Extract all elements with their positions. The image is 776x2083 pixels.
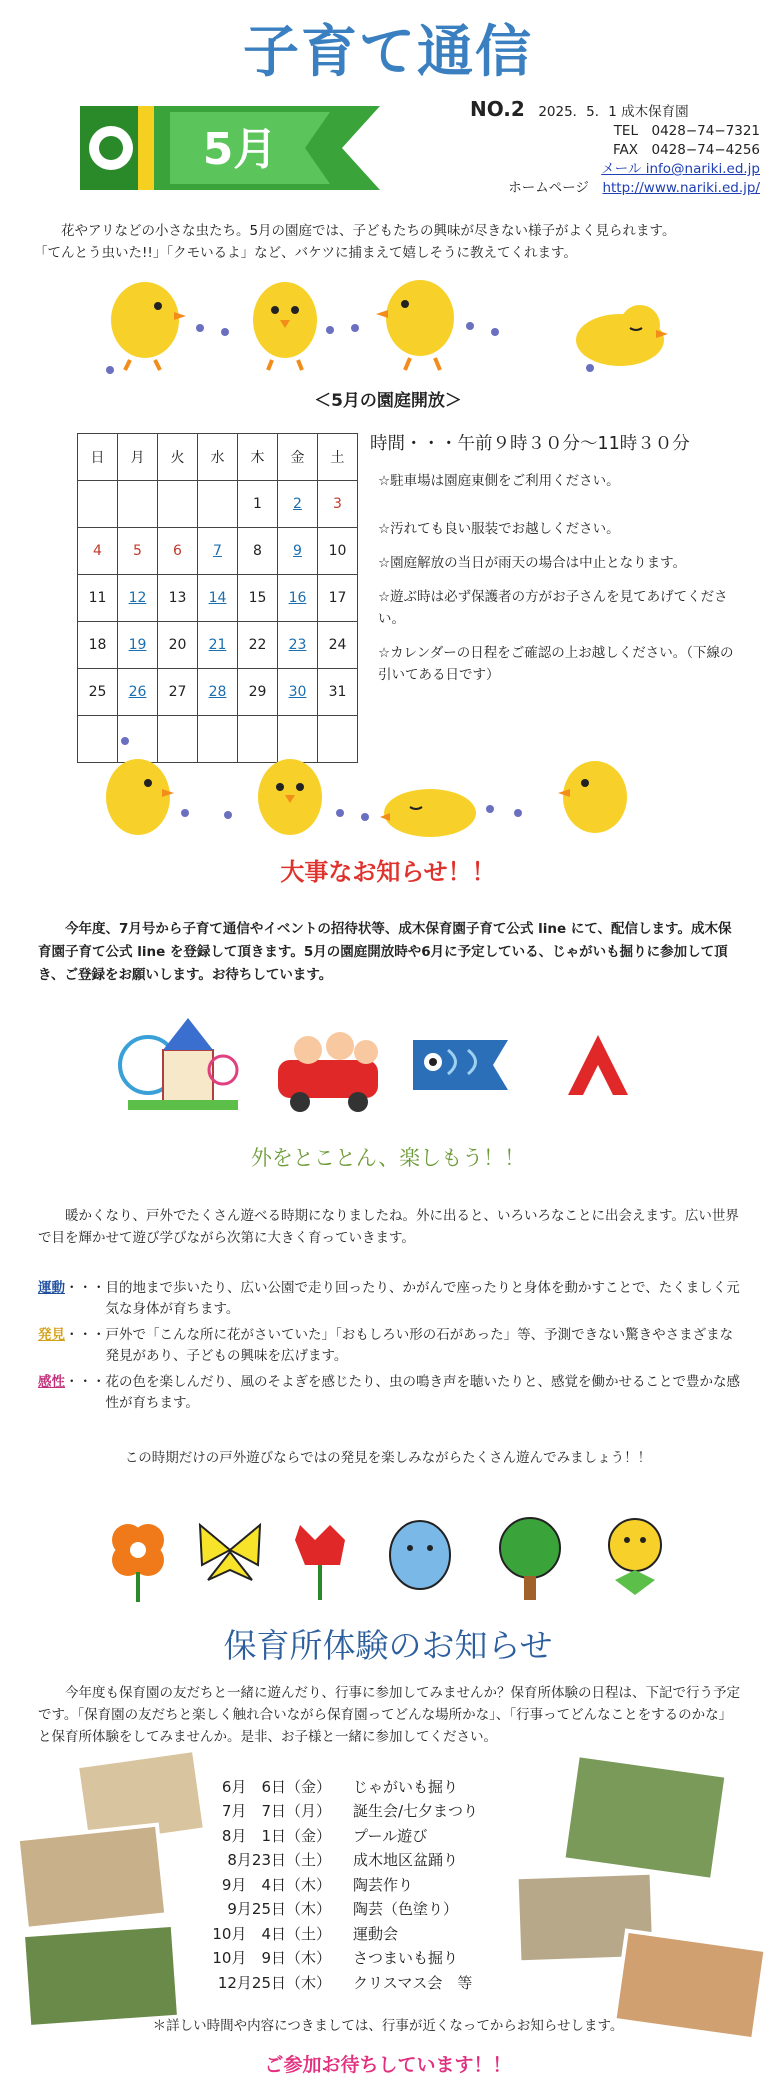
schedule-date: 8月 1日（金）: [221, 1826, 331, 1845]
garden-open-calendar: [77, 433, 358, 763]
calendar-day: 12: [118, 575, 158, 622]
intro-text: 花やアリなどの小さな虫たち。5月の園庭では、子どもたちの興味が尽きない様子がよく見られます。 「てんとう虫いた!!」「クモいるよ」など、バケツに捕まえて嬉しそうに教えてくれます。: [34, 223, 676, 261]
calendar-day: 15: [238, 575, 278, 622]
chick-icon: [253, 282, 317, 370]
weekday-header: 土: [318, 434, 358, 481]
bird-icon: [390, 1521, 450, 1589]
calendar-title: ＜5月の園庭開放＞: [314, 391, 462, 411]
experience-body: 今年度も保育園の友だちと一緒に遊んだり、行事に参加してみませんか？保育所体験の日程は、下記で行う予定です。「保育園の友だちと楽しく触れ合いながら保育園ってどんな場所かな」、「行事ってどんなことをするのかな」と保育所体験をしてみませんか。是非、お子様と一緒に参加してください。: [38, 1685, 740, 1745]
note-clothes: ☆汚れても良い服装でお越しください。: [378, 521, 620, 537]
schedule-row: [196, 1848, 478, 1873]
calendar-day: [158, 481, 198, 528]
chick-icon: [258, 759, 322, 835]
schedule-row: [196, 1823, 478, 1848]
schedule-row: [196, 1897, 478, 1922]
note-calendar: ☆カレンダーの日程をご確認の上お越しください。（下線の引いてある日です）: [378, 645, 734, 683]
calendar-day: 20: [158, 622, 198, 669]
schedule-date: 7月 7日（月）: [221, 1802, 331, 1821]
schedule-event: 誕生会/七夕まつり: [353, 1802, 479, 1821]
calendar-day: 3: [318, 481, 358, 528]
experience-footnote: ＊詳しい時間や内容につきましては、行事が近くなってからお知らせします。: [152, 2018, 624, 2034]
butterfly-icon: [200, 1525, 260, 1580]
benefit-exercise: 運動 ・・・ 目的地まで歩いたり、広い公園で走り回ったり、かがんで座ったりと身体を動かすことで、たくましく元気な身体が育ちます。: [38, 1280, 740, 1317]
chick-illustration-row: [100, 270, 680, 380]
calendar-day: 28: [198, 669, 238, 716]
koinobori-icon: [413, 1040, 508, 1090]
calendar-day: 11: [78, 575, 118, 622]
calendar-day: 13: [158, 575, 198, 622]
schedule-event: 陶芸作り: [353, 1875, 414, 1894]
schedule-date: 6月 6日（金）: [221, 1777, 331, 1796]
calendar-day: 22: [238, 622, 278, 669]
schedule-row: [196, 1970, 478, 1995]
calendar-day: 6: [158, 528, 198, 575]
calendar-day: 26: [118, 669, 158, 716]
experience-heading: 保育所体験のお知らせ: [223, 1626, 553, 1665]
homepage-label: ホームページ: [508, 180, 589, 196]
schedule-row: [196, 1799, 478, 1824]
weekday-header: 月: [118, 434, 158, 481]
photo-children-play: [18, 1825, 167, 1929]
outside-closing: この時期だけの戸外遊びならではの発見を楽しみながらたくさん遊んでみましょう！！: [124, 1450, 652, 1466]
photo-garden: [23, 1925, 179, 2027]
outside-heading: 外をとことん、楽しもう！！: [250, 1146, 526, 1170]
issue-info: [470, 97, 770, 198]
schedule-date: 10月 4日（土）: [212, 1924, 331, 1943]
schedule-row: [196, 1946, 478, 1971]
schedule-event: じゃがいも掘り: [353, 1777, 459, 1796]
calendar-day: 23: [278, 622, 318, 669]
closing-message: ご参加お待ちしています！！: [264, 2054, 512, 2076]
chick-icon: [380, 789, 476, 837]
schedule-event: さつまいも掘り: [353, 1949, 459, 1968]
outside-benefits: [38, 1278, 743, 1419]
open-time: 時間・・・午前９時３０分〜11時３０分: [370, 434, 690, 454]
schedule-row: [196, 1774, 478, 1799]
schedule-date: 9月 4日（木）: [221, 1875, 331, 1894]
chick-icon: [111, 282, 186, 370]
schedule-event: 陶芸（色塗り）: [353, 1900, 459, 1919]
weekday-header: 火: [158, 434, 198, 481]
tree-icon: [500, 1518, 560, 1600]
calendar-day: 29: [238, 669, 278, 716]
calendar-day: 21: [198, 622, 238, 669]
calendar-day: 10: [318, 528, 358, 575]
issue-date-org: 2025．5．1 成木保育園: [538, 104, 689, 120]
chick-icon: [376, 280, 454, 370]
experience-schedule: [196, 1774, 478, 1995]
calendar-day: 16: [278, 575, 318, 622]
calendar-day: [78, 481, 118, 528]
tulip-icon: [295, 1525, 345, 1600]
kabuto-helmet-icon: [568, 1035, 628, 1095]
schedule-event: クリスマス会 等: [353, 1973, 473, 1992]
calendar-day: 14: [198, 575, 238, 622]
benefit-discovery: 発見 ・・・ 戸外で「こんな所に花がさいていた」「おもしろい形の石があった」等、予測できない驚きやさまざまな発見があり、子どもの興味を広げます。: [38, 1327, 734, 1364]
homepage-link[interactable]: http://www.nariki.ed.jp/: [602, 180, 760, 196]
calendar-day: [118, 481, 158, 528]
calendar-day: [198, 481, 238, 528]
issue-number: NO.2: [470, 97, 525, 121]
flower-illustrations: [90, 1510, 690, 1610]
benefit-sensitivity: 感性 ・・・ 花の色を楽しんだり、風のそよぎを感じたり、虫の鳴き声を聴いたりと、感覚を働かせることで豊かな感性が育ちます。: [38, 1374, 740, 1411]
schedule-date: 10月 9日（木）: [212, 1949, 331, 1968]
chick-icon: [576, 305, 668, 366]
note-parking: ☆駐車場は園庭東側をご利用ください。: [378, 473, 620, 489]
calendar-day: 18: [78, 622, 118, 669]
important-heading: 大事なお知らせ！！: [280, 858, 496, 886]
tel: TEL 0428−74−7321: [613, 123, 760, 139]
calendar-day: 1: [238, 481, 278, 528]
chick-flower-icon: [609, 1519, 661, 1595]
chick-illustration-row: [100, 735, 680, 845]
schedule-row: [196, 1872, 478, 1897]
weekday-header: 日: [78, 434, 118, 481]
family-car-icon: [278, 1032, 378, 1112]
chick-icon: [106, 759, 174, 835]
fax: FAX 0428−74−4256: [612, 142, 760, 158]
email-link[interactable]: メール info@nariki.ed.jp: [601, 161, 760, 177]
calendar-day: 19: [118, 622, 158, 669]
schedule-date: 9月25日（木）: [227, 1900, 331, 1919]
calendar-day: 25: [78, 669, 118, 716]
newsletter-title: 子育て通信: [243, 20, 533, 85]
weekday-header: 水: [198, 434, 238, 481]
calendar-day: 27: [158, 669, 198, 716]
calendar-day: 7: [198, 528, 238, 575]
calendar-day: 9: [278, 528, 318, 575]
weekday-header: 木: [238, 434, 278, 481]
schedule-event: 運動会: [353, 1924, 399, 1943]
calendar-notes: [378, 470, 738, 698]
calendar-day: 31: [318, 669, 358, 716]
note-supervise: ☆遊ぶ時は必ず保護者の方がお子さんを見てあげてください。: [378, 589, 728, 627]
note-rain: ☆園庭解放の当日が雨天の場合は中止となります。: [378, 555, 687, 571]
weekday-header: 金: [278, 434, 318, 481]
orange-flower-icon: [112, 1524, 164, 1602]
schedule-date: 8月23日（土）: [227, 1851, 331, 1870]
schedule-date: 12月25日（木）: [217, 1973, 331, 1992]
calendar-day: 8: [238, 528, 278, 575]
schedule-event: プール遊び: [353, 1826, 428, 1845]
calendar-day: 30: [278, 669, 318, 716]
outing-illustrations: [118, 1010, 658, 1120]
month-banner: [80, 104, 380, 192]
amusement-park-icon: [120, 1018, 238, 1110]
outside-body: 暖かくなり、戸外でたくさん遊べる時期になりましたね。外に出ると、いろいろなことに出会えます。広い世界で目を輝かせて遊び学びながら次第に大きく育っていきます。: [38, 1208, 739, 1246]
calendar-day: 17: [318, 575, 358, 622]
important-body: 今年度、7月号から子育て通信やイベントの招待状等、成木保育園子育て公式 line にて、配信します。成木保育園子育て公式 line を登録して頂きます。5月の園庭開放時や6月に予定している、じゃがいも掘りに参加して頂き、ご登録をお願いします。お待ちしています。: [38, 921, 732, 983]
schedule-row: [196, 1921, 478, 1946]
calendar-day: 2: [278, 481, 318, 528]
chick-icon: [558, 761, 627, 833]
calendar-day: 5: [118, 528, 158, 575]
banner-month-text: 5月: [202, 124, 278, 175]
schedule-event: 成木地区盆踊り: [353, 1851, 459, 1870]
photo-potato-digging: [563, 1755, 726, 1880]
calendar-day: 24: [318, 622, 358, 669]
calendar-day: 4: [78, 528, 118, 575]
